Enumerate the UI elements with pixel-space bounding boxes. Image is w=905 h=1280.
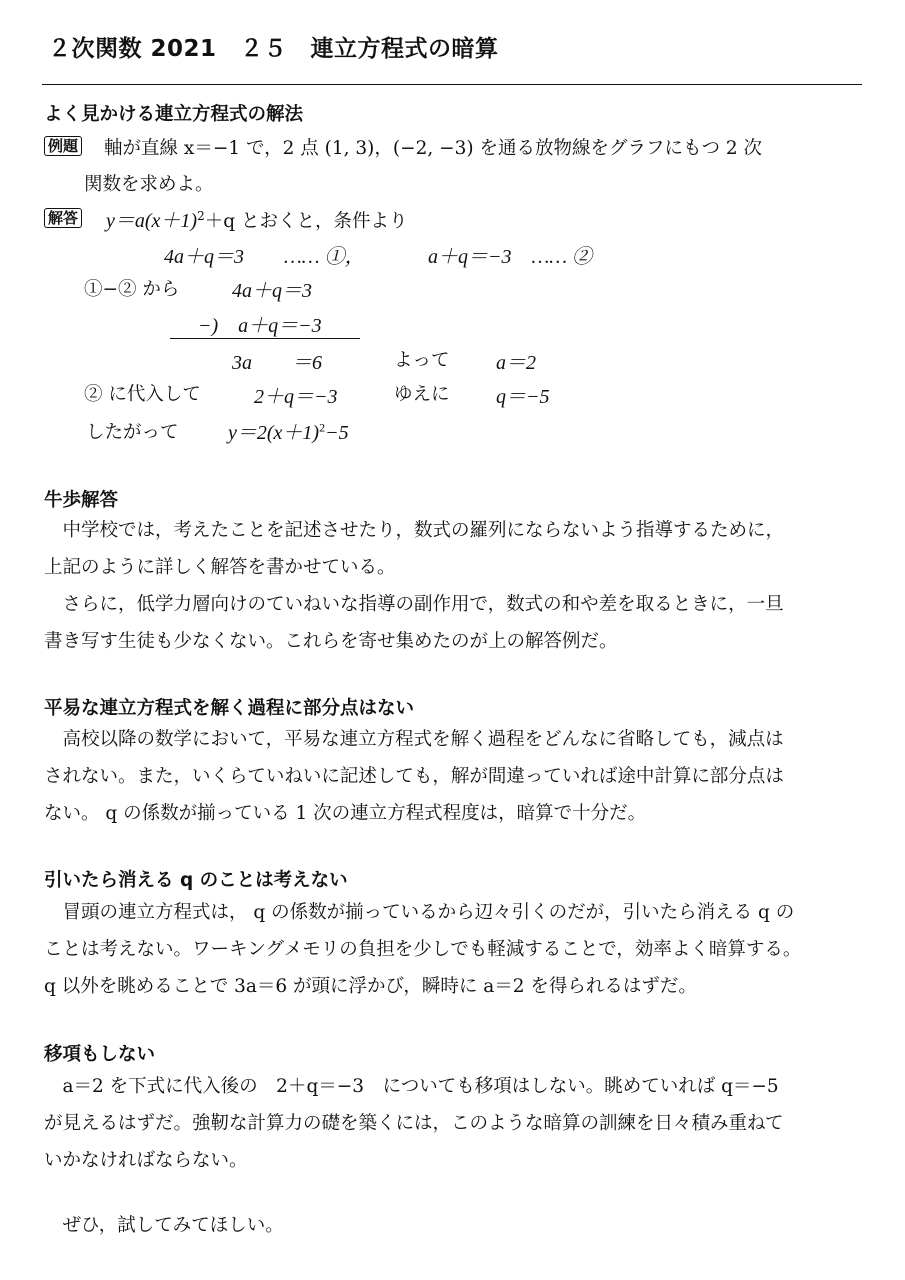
section3-body (44, 721, 864, 832)
a-value: a＝2 (496, 352, 536, 374)
subtraction-row2: −) a＋q＝−3 (198, 315, 322, 337)
section3-line1: 高校以降の数学において，平易な連立方程式を解く過程をどんなに省略しても，減点は (44, 729, 784, 750)
answer-badge: 解答 (44, 208, 82, 228)
title-divider (42, 84, 862, 85)
section3-line3: ない。 q の係数が揃っている 1 次の連立方程式程度は，暗算で十分だ。 (44, 803, 647, 824)
section2-p2-line1: さらに，低学力層向けのていねいな指導の副作用で，数式の和や差を取るときに，一旦 (44, 594, 784, 615)
section2-body (44, 512, 864, 660)
q-value: q＝−5 (496, 386, 550, 408)
example-text-line1: 軸が直線 x＝−1 で，2 点 (1, 3)，(−2, −3) を通る放物線をグラフにもつ 2 次 (104, 138, 763, 159)
page-title: ２次関数 2021 ２５ 連立方程式の暗算 (48, 36, 499, 62)
answer-line1 (106, 204, 407, 233)
conclusion-label: したがって (86, 422, 179, 443)
final-answer (228, 416, 349, 445)
section5-body (44, 1068, 864, 1179)
final-answer-part2: −5 (325, 422, 349, 444)
final-answer-part1: y＝2(x＋1) (228, 422, 320, 444)
answer-line1-rest: ＋q とおくと，条件より (204, 211, 408, 232)
therefore-label: よって (394, 350, 450, 371)
closing-line: ぜひ，試してみてほしい。 (44, 1215, 284, 1236)
equation-2: a＋q＝−3 …… ② (428, 246, 593, 268)
section-heading-no-partial-credit: 平易な連立方程式を解く過程に部分点はない (44, 698, 415, 719)
section2-p1-line2: 上記のように詳しく解答を書かせている。 (44, 557, 396, 578)
section4-line1: 冒頭の連立方程式は， q の係数が揃っているから辺々引くのだが，引いたら消える q の (44, 902, 795, 923)
section-heading-ignore-q: 引いたら消える q のことは考えない (44, 870, 348, 891)
subtraction-line (170, 338, 360, 339)
answer-formula-exponent: 2 (197, 208, 205, 223)
equation-1: 4a＋q＝3 …… ①， (164, 246, 365, 268)
subtraction-row1: 4a＋q＝3 (232, 280, 312, 302)
subtraction-intro: ①−② から (84, 279, 180, 300)
example-badge: 例題 (44, 136, 82, 156)
section4-body (44, 894, 864, 1005)
substituted-equation: 2＋q＝−3 (254, 386, 338, 408)
answer-formula: y＝a(x＋1) (106, 210, 198, 232)
section2-p2-line2: 書き写す生徒も少なくない。これらを寄せ集めたのが上の解答例だ。 (44, 631, 618, 652)
section3-line2: されない。また，いくらていねいに記述しても，解が間違っていれば途中計算に部分点は (44, 766, 784, 787)
subtraction-result: 3a ＝6 (232, 352, 322, 374)
section-heading-common-method: よく見かける連立方程式の解法 (44, 104, 304, 125)
section5-line1: a＝2 を下式に代入後の 2＋q＝−3 についても移項はしない。眺めていれば q＝−5 (44, 1076, 779, 1097)
final-answer-exponent: 2 (319, 420, 326, 435)
section4-line2: ことは考えない。ワーキングメモリの負担を少しでも軽減することで，効率よく暗算する。 (44, 939, 802, 960)
substitute-label: ② に代入して (84, 384, 201, 405)
section-heading-no-transposition: 移項もしない (44, 1044, 156, 1065)
example-text-line2: 関数を求めよ。 (84, 174, 214, 195)
section2-p1-line1: 中学校では，考えたことを記述させたり，数式の羅列にならないよう指導するために， (44, 520, 785, 541)
section4-line3: q 以外を眺めることで 3a＝6 が頭に浮かび，瞬時に a＝2 を得られるはずだ。 (44, 976, 697, 997)
section5-line3: いかなければならない。 (44, 1150, 248, 1171)
hence-label: ゆえに (394, 384, 450, 405)
section-heading-slow-answer: 牛歩解答 (44, 490, 119, 511)
section5-line2: が見えるはずだ。強靭な計算力の礎を築くには，このような暗算の訓練を日々積み重ねて (44, 1113, 784, 1134)
